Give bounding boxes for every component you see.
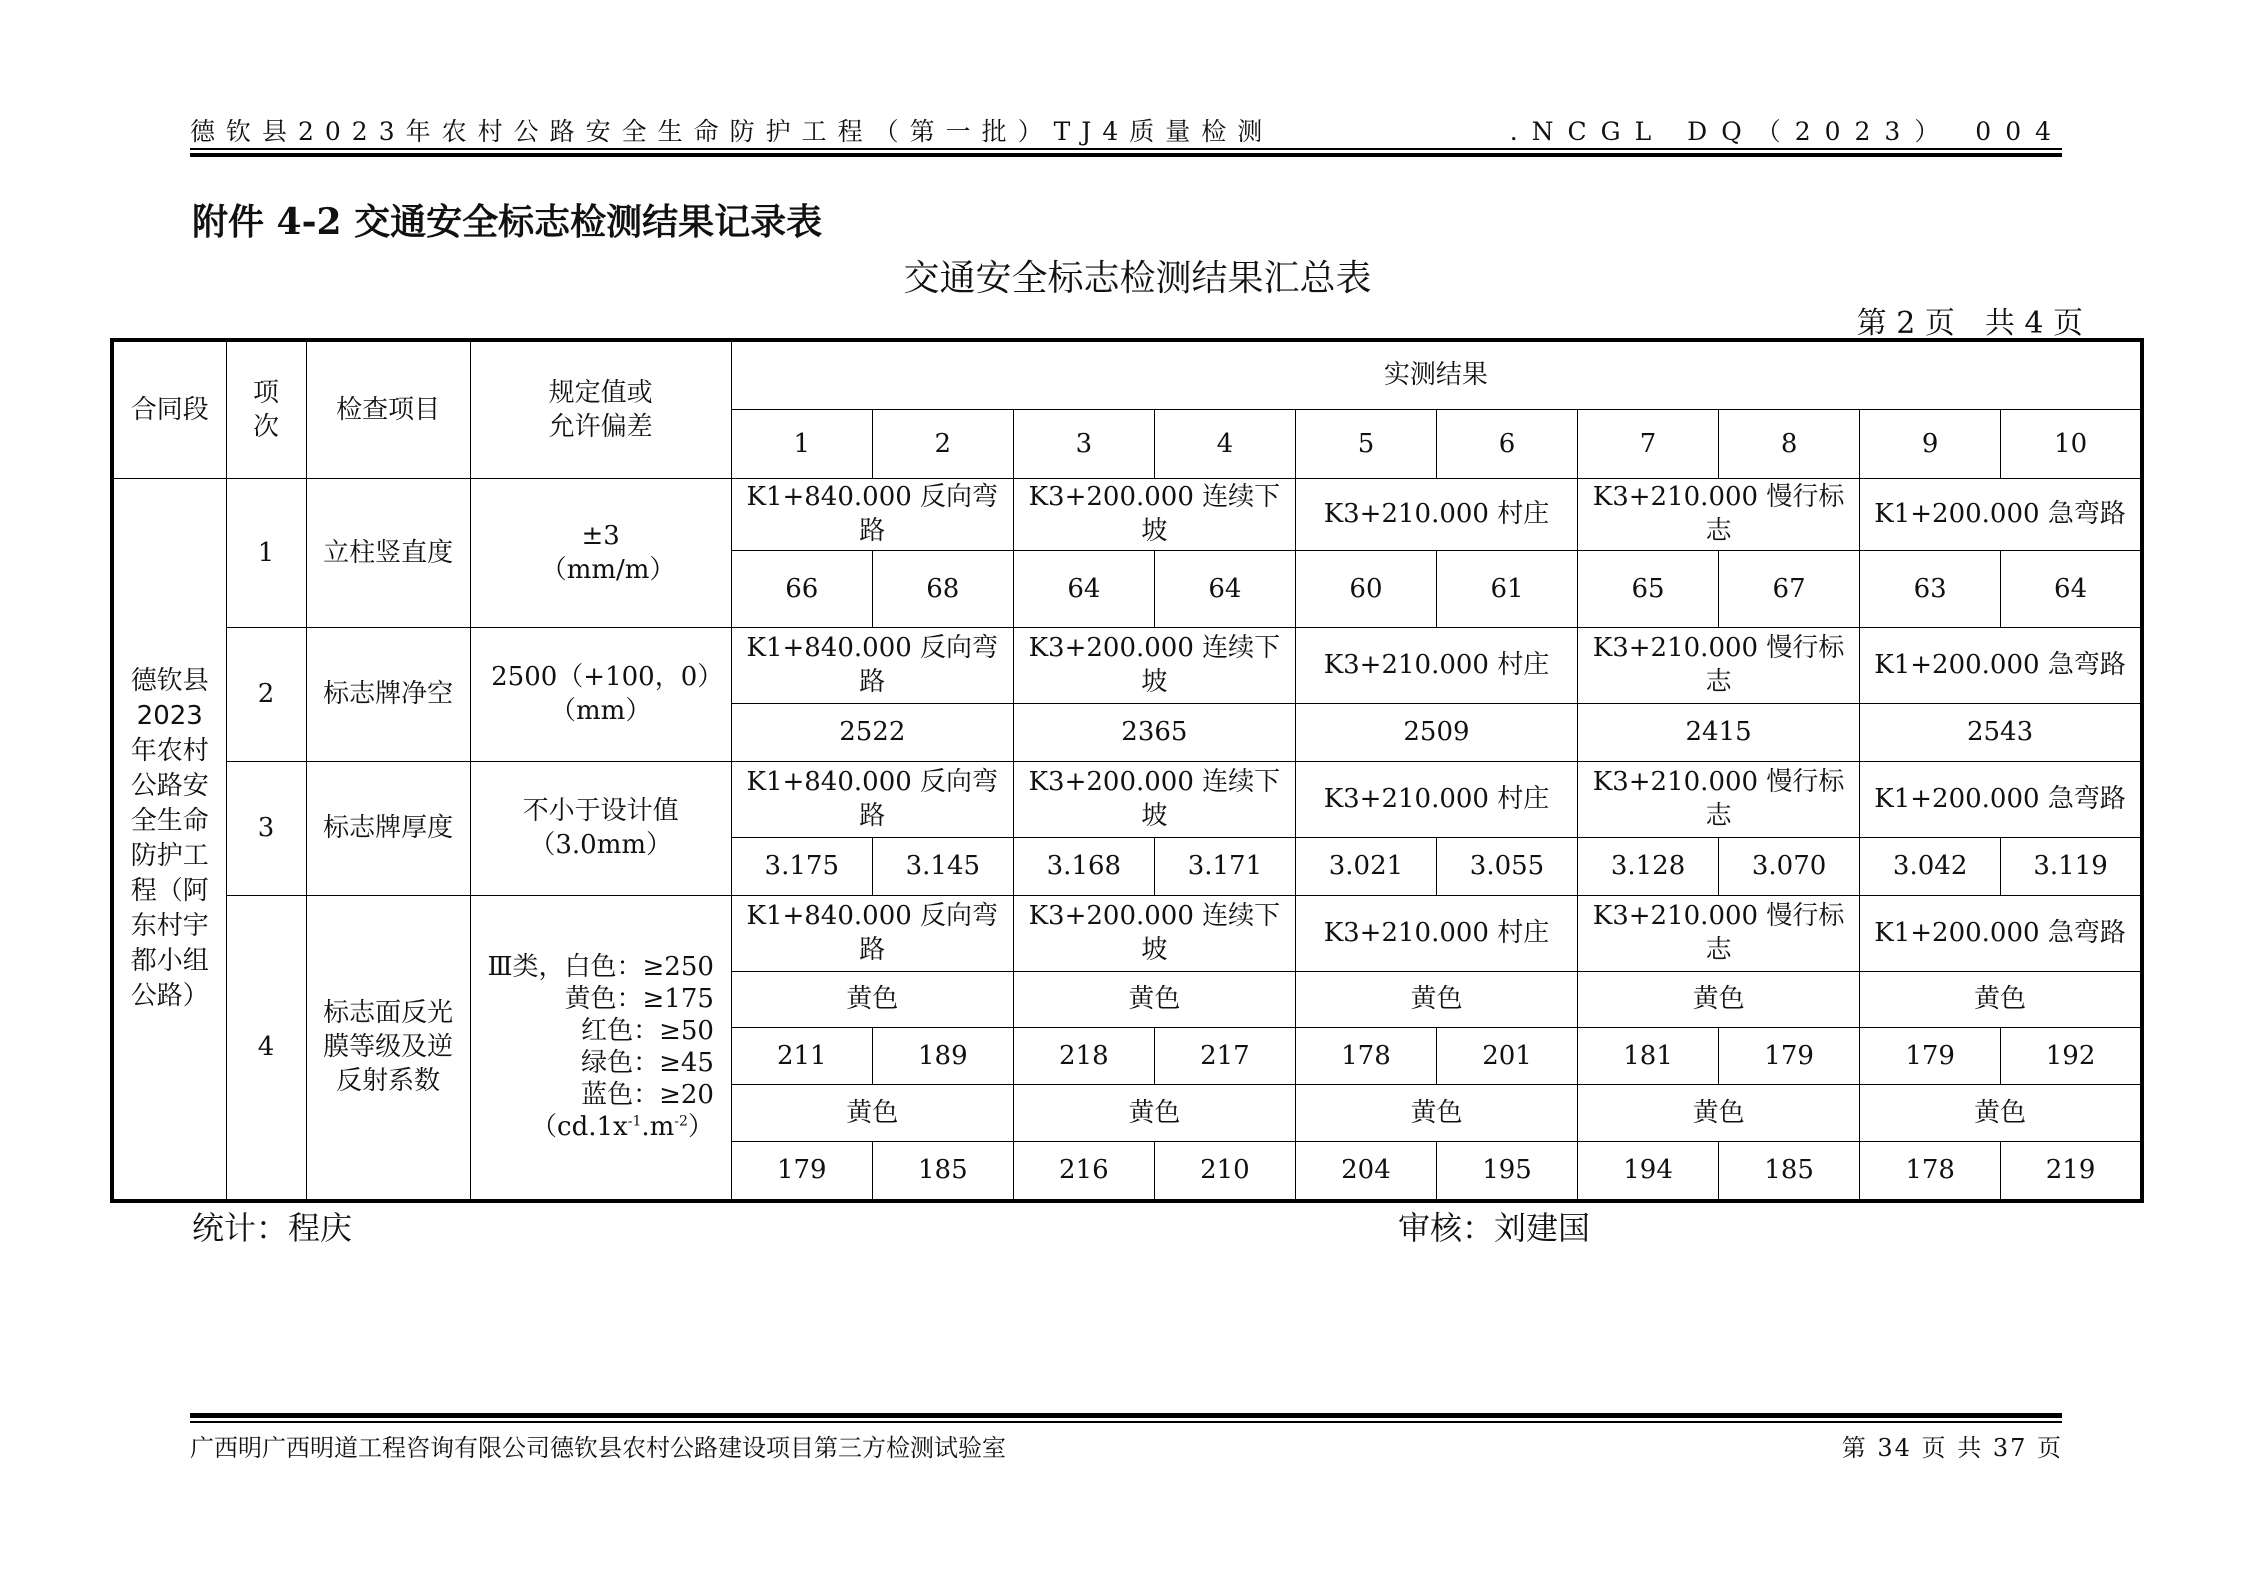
spec-line: Ⅲ类，白色：≥250 (487, 951, 714, 982)
col-num: 9 (1860, 409, 2001, 478)
footer-rule-thick (190, 1413, 2062, 1418)
color-cell: 黄色 (731, 971, 1013, 1027)
col-num: 4 (1154, 409, 1295, 478)
col-num: 10 (2001, 409, 2142, 478)
item-no: 1 (226, 478, 306, 627)
value-cell: 2415 (1578, 703, 1860, 761)
value-cell: 179 (1860, 1027, 2001, 1084)
value-cell: 2522 (731, 703, 1013, 761)
review-signature: 审核：刘建国 (1398, 1209, 1591, 1247)
spec-line: 蓝色：≥20 (581, 1079, 714, 1110)
value-cell: 185 (872, 1141, 1013, 1201)
value-cell: 3.042 (1860, 837, 2001, 895)
spec-line: 红色：≥50 (581, 1015, 714, 1046)
color-cell: 黄色 (1578, 971, 1860, 1027)
value-cell: 204 (1295, 1141, 1436, 1201)
item-no: 2 (226, 627, 306, 761)
col-num: 8 (1719, 409, 1860, 478)
color-cell: 黄色 (1295, 1084, 1577, 1141)
value-cell: 60 (1295, 550, 1436, 627)
location-cell: K1+840.000 反向弯路 (731, 478, 1013, 550)
col-header-section: 合同段 (112, 340, 226, 478)
header-left: 德钦县2023年农村公路安全生命防护工程（第一批）TJ4质量检测 (190, 117, 1274, 146)
col-header-spec: 规定值或允许偏差 (470, 340, 731, 478)
value-cell: 3.128 (1578, 837, 1719, 895)
location-cell: K1+840.000 反向弯路 (731, 895, 1013, 971)
value-cell: 3.145 (872, 837, 1013, 895)
location-cell: K1+200.000 急弯路 (1860, 761, 2142, 837)
color-cell: 黄色 (1013, 971, 1295, 1027)
value-cell: 195 (1436, 1141, 1577, 1201)
location-cell: K3+200.000 连续下坡 (1013, 761, 1295, 837)
value-cell: 64 (1013, 550, 1154, 627)
value-cell: 63 (1860, 550, 2001, 627)
location-cell: K3+200.000 连续下坡 (1013, 627, 1295, 703)
value-cell: 216 (1013, 1141, 1154, 1201)
value-cell: 179 (1719, 1027, 1860, 1084)
item-name: 标志牌净空 (306, 627, 470, 761)
header-rule-thick (190, 153, 2062, 157)
location-cell: K3+200.000 连续下坡 (1013, 895, 1295, 971)
location-cell: K3+200.000 连续下坡 (1013, 478, 1295, 550)
spec-line: 黄色：≥175 (564, 983, 714, 1014)
value-cell: 68 (872, 550, 1013, 627)
value-cell: 3.175 (731, 837, 872, 895)
value-cell: 218 (1013, 1027, 1154, 1084)
item-spec: 2500（+100，0）（mm） (470, 627, 731, 761)
value-cell: 179 (731, 1141, 872, 1201)
item-spec (470, 895, 731, 1201)
value-cell: 2365 (1013, 703, 1295, 761)
col-header-results: 实测结果 (731, 340, 2142, 409)
color-cell: 黄色 (1578, 1084, 1860, 1141)
value-cell: 211 (731, 1027, 872, 1084)
item-name: 标志牌厚度 (306, 761, 470, 895)
col-num: 7 (1578, 409, 1719, 478)
col-num: 2 (872, 409, 1013, 478)
value-cell: 2543 (1860, 703, 2142, 761)
value-cell: 201 (1436, 1027, 1577, 1084)
value-cell: 217 (1154, 1027, 1295, 1084)
value-cell: 181 (1578, 1027, 1719, 1084)
value-cell: 64 (2001, 550, 2142, 627)
spec-unit: $(cd.1x^{-1}.m^{-2})$ (531, 1111, 714, 1142)
annex-title: 附件 4-2 交通安全标志检测结果记录表 (192, 201, 823, 243)
col-num: 6 (1436, 409, 1577, 478)
item-name: 标志面反光膜等级及逆反射系数 (306, 895, 470, 1201)
col-header-check-item: 检查项目 (306, 340, 470, 478)
col-num: 5 (1295, 409, 1436, 478)
location-cell: K3+210.000 慢行标志 (1578, 627, 1860, 703)
header-right: .NCGL DQ（2023） 004 (1509, 117, 2065, 146)
results-table (110, 338, 2144, 1203)
value-cell: 66 (731, 550, 872, 627)
value-cell: 178 (1860, 1141, 2001, 1201)
value-cell: 3.119 (2001, 837, 2142, 895)
value-cell: 219 (2001, 1141, 2142, 1201)
item-no: 3 (226, 761, 306, 895)
value-cell: 3.021 (1295, 837, 1436, 895)
col-num: 1 (731, 409, 872, 478)
location-cell: K1+200.000 急弯路 (1860, 627, 2142, 703)
location-cell: K1+200.000 急弯路 (1860, 478, 2142, 550)
footer-left: 广西明广西明道工程咨询有限公司德钦县农村公路建设项目第三方检测试验室 (190, 1434, 1006, 1462)
value-cell: 64 (1154, 550, 1295, 627)
value-cell: 210 (1154, 1141, 1295, 1201)
value-cell: 185 (1719, 1141, 1860, 1201)
table-title: 交通安全标志检测结果汇总表 (903, 258, 1372, 299)
location-cell: K3+210.000 慢行标志 (1578, 895, 1860, 971)
color-cell: 黄色 (1013, 1084, 1295, 1141)
header-rule (190, 148, 2062, 150)
location-cell: K1+840.000 反向弯路 (731, 627, 1013, 703)
value-cell: 3.055 (1436, 837, 1577, 895)
section-name-cell: 德钦县2023年农村公路安全生命防护工程（阿东村宇都小组公路） (112, 478, 226, 1201)
value-cell: 3.168 (1013, 837, 1154, 895)
value-cell: 178 (1295, 1027, 1436, 1084)
item-name: 立柱竖直度 (306, 478, 470, 627)
location-cell: K1+200.000 急弯路 (1860, 895, 2142, 971)
value-cell: 192 (2001, 1027, 2142, 1084)
item-no: 4 (226, 895, 306, 1201)
item-spec: 不小于设计值（3.0mm） (470, 761, 731, 895)
footer-rule (190, 1421, 2062, 1423)
page-info: 第 2 页 共 4 页 (1856, 306, 2083, 341)
location-cell: K3+210.000 村庄 (1295, 895, 1577, 971)
value-cell: 3.171 (1154, 837, 1295, 895)
value-cell: 67 (1719, 550, 1860, 627)
value-cell: 65 (1578, 550, 1719, 627)
item-spec: ±3（mm/m） (470, 478, 731, 627)
value-cell: 61 (1436, 550, 1577, 627)
location-cell: K3+210.000 村庄 (1295, 627, 1577, 703)
color-cell: 黄色 (731, 1084, 1013, 1141)
color-cell: 黄色 (1860, 1084, 2142, 1141)
value-cell: 194 (1578, 1141, 1719, 1201)
col-header-item-no: 项次 (226, 340, 306, 478)
value-cell: 2509 (1295, 703, 1577, 761)
location-cell: K3+210.000 慢行标志 (1578, 761, 1860, 837)
col-num: 3 (1013, 409, 1154, 478)
value-cell: 3.070 (1719, 837, 1860, 895)
color-cell: 黄色 (1860, 971, 2142, 1027)
spec-line: 绿色：≥45 (581, 1047, 714, 1078)
value-cell: 189 (872, 1027, 1013, 1084)
stats-signature: 统计：程庆 (192, 1209, 353, 1247)
location-cell: K3+210.000 村庄 (1295, 478, 1577, 550)
location-cell: K1+840.000 反向弯路 (731, 761, 1013, 837)
color-cell: 黄色 (1295, 971, 1577, 1027)
location-cell: K3+210.000 村庄 (1295, 761, 1577, 837)
location-cell: K3+210.000 慢行标志 (1578, 478, 1860, 550)
footer-page-number: 第 34 页 共 37 页 (1841, 1434, 2063, 1462)
